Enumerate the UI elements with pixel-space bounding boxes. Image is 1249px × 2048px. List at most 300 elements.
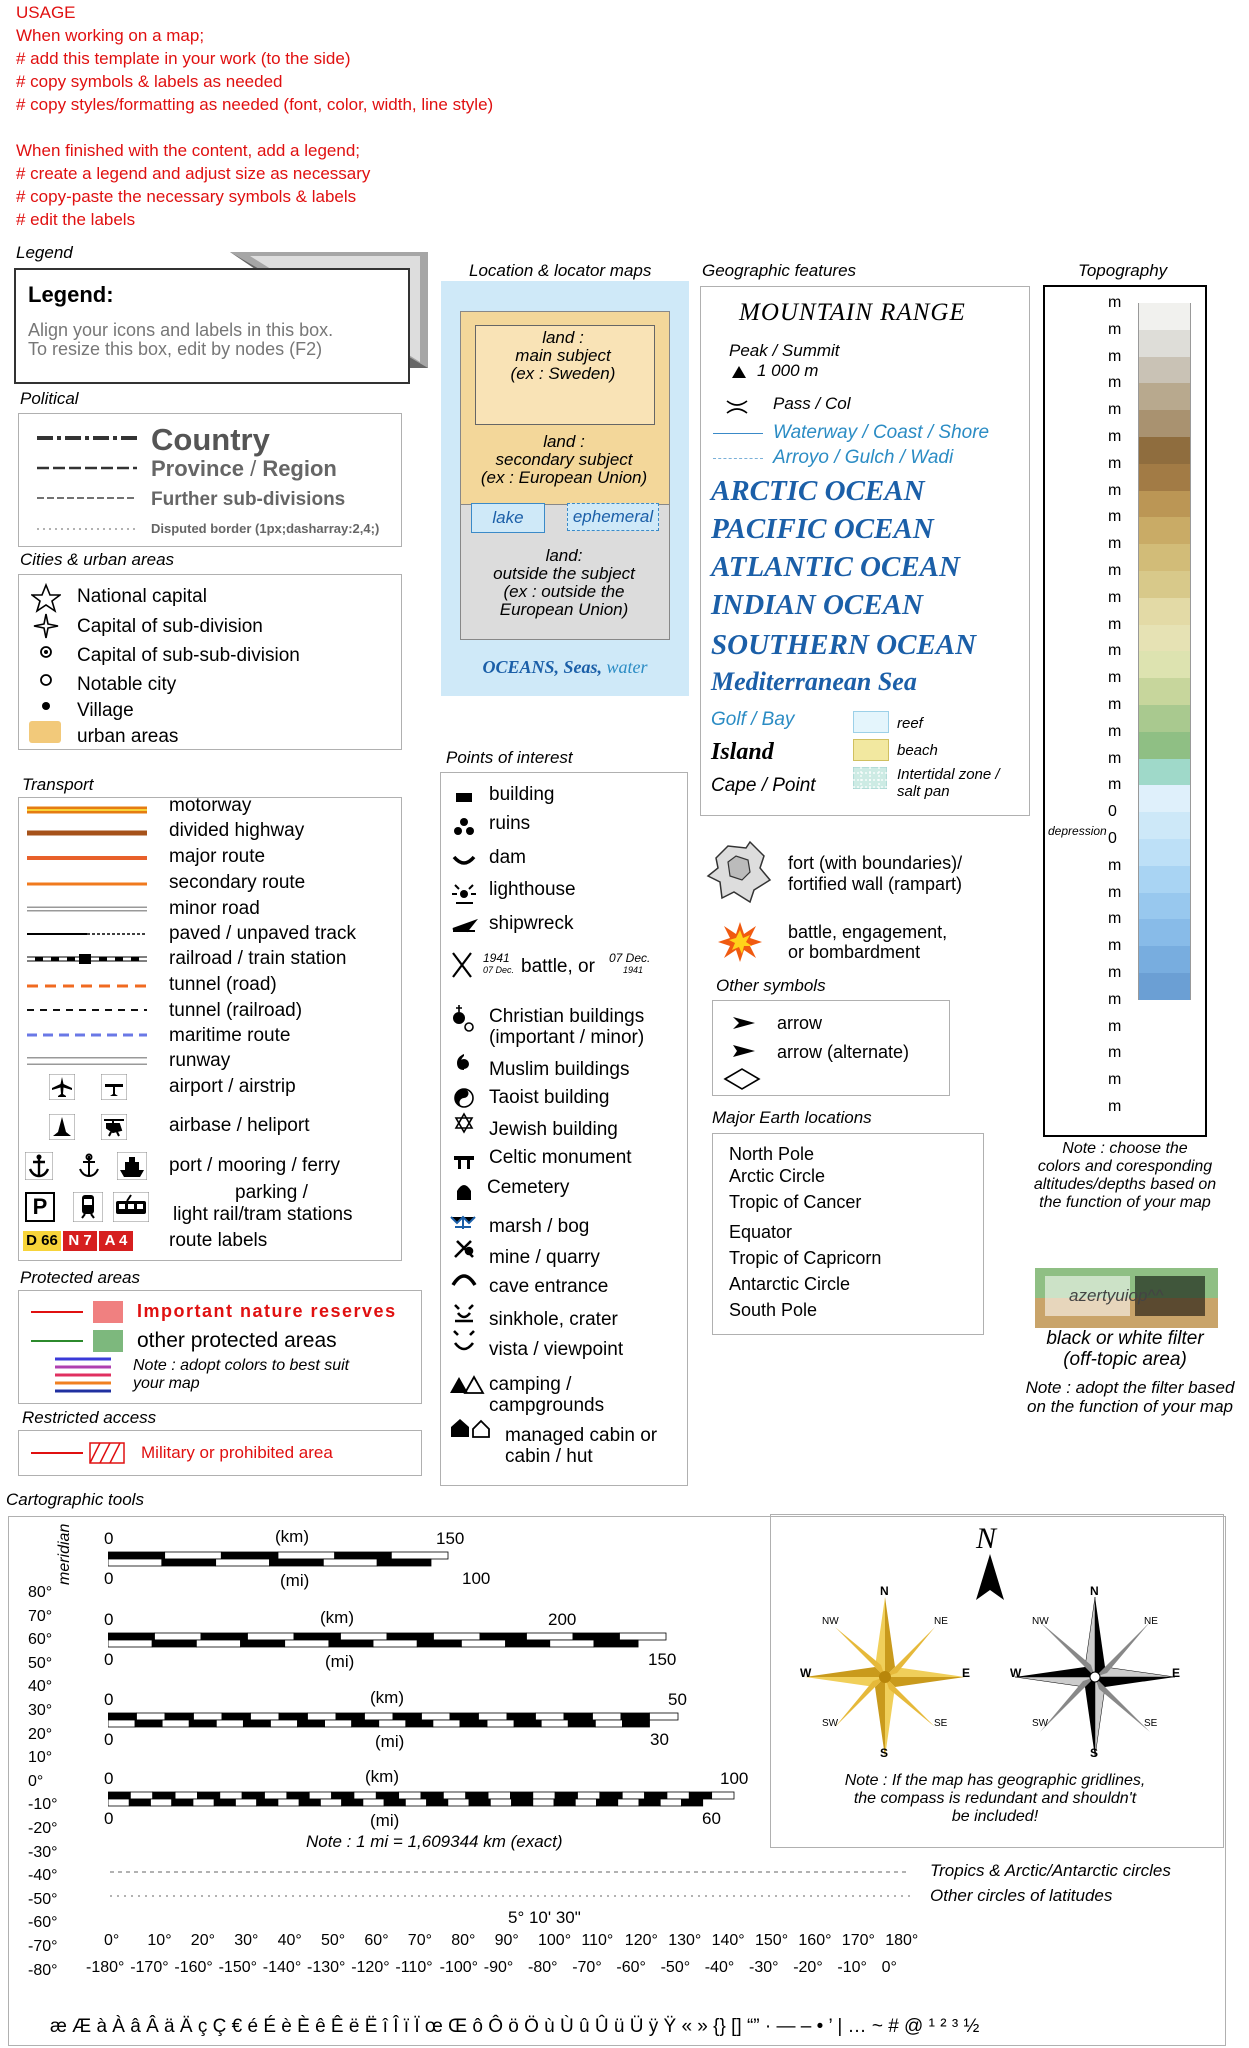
battle-label: battle, engagement, [788,922,948,942]
tropics-label: Tropics & Arctic/Antarctic circles [930,1861,1171,1880]
political-section-title: Political [20,389,79,408]
protected-section-title: Protected areas [20,1268,141,1287]
further-label: Further sub-divisions [151,489,346,510]
transport-label: airbase / heliport [169,1115,310,1136]
transport-label: tunnel (railroad) [169,1000,303,1021]
latitude-label: -70° [28,1938,58,1955]
poi-label: cave entrance [489,1276,609,1297]
longitude-label: -130° [307,1959,346,1976]
poi-label: lighthouse [489,879,576,900]
usage-line: When finished with the content, add a legend; [16,141,361,160]
longitude-label: -30° [749,1959,779,1976]
topo-unit: m [1108,642,1122,660]
longitude-label: 40° [277,1932,302,1949]
arrow-icon [731,1015,757,1031]
topo-note: altitudes/depths based on [1033,1176,1217,1193]
compass-w: W [800,1666,812,1680]
topo-unit: m [1108,454,1122,472]
longitude-label: 160° [798,1932,832,1949]
earth-location: Equator [729,1222,793,1242]
filter-note: Note : adopt the filter based [1025,1378,1235,1397]
scale-label: 0 [104,1809,114,1828]
compass-star-icon [33,613,59,639]
topo-swatch [1138,464,1191,491]
transport-label: secondary route [169,872,306,893]
latitude-label: 20° [28,1725,53,1743]
poi-label: battle, or [521,956,595,977]
poi-label: camping / [489,1374,572,1395]
arrow-label: arrow (alternate) [777,1042,910,1062]
scale-label: 100 [462,1569,491,1588]
protected-line [31,1340,83,1342]
country-label: Country [151,422,270,457]
topo-unit: m [1108,1017,1122,1035]
star-icon [31,583,61,613]
longitude-label: 100° [538,1932,572,1949]
longitude-label: 170° [841,1932,875,1949]
usage-line: USAGE [16,3,76,22]
longitude-label: 60° [364,1932,389,1949]
transport-label: maritime route [169,1025,291,1046]
filter-label: black or white filter [1046,1328,1204,1349]
reserve-line [31,1311,83,1313]
battle-label: or bombardment [788,942,921,962]
fort-icon [706,840,776,904]
topo-swatch [1138,517,1191,544]
battle-year: 1941 [483,951,510,965]
topo-swatch [1138,812,1191,839]
city-label: urban areas [77,726,179,747]
topo-swatch [1138,759,1191,786]
poi-label: shipwreck [489,913,574,934]
restricted-section-title: Restricted access [22,1408,157,1427]
scale-bar [108,1712,682,1728]
topo-unit: m [1108,401,1122,419]
protected-note: Note : adopt colors to best suit [133,1357,350,1374]
other-symbols-box [712,1000,950,1096]
character-set: æ Æ à À â Â ä Ä ç Ç € é É è È ê Ê ë Ë î Î ï Ï œ Œ ô Ô ö Ö ù Ù û Û ü Ü ÿ Ÿ « » {} [] “” · — – • ’ | … ~ # @ ¹ ² ³ ½ [50,2016,980,2037]
earth-location: Arctic Circle [729,1166,826,1186]
topo-unit: m [1108,696,1122,713]
cities-section-title: Cities & urban areas [20,550,175,569]
ocean-label: INDIAN OCEAN [711,589,923,621]
scale-bar [108,1632,670,1648]
gold-compass-rose-icon [790,1582,980,1772]
legend-instruction: Align your icons and labels in this box. [28,320,334,340]
topo-swatch [1138,437,1191,464]
poi-label: ruins [489,813,531,834]
poi-label: managed cabin or [505,1425,658,1446]
reserve-label: Important nature reserves [137,1301,397,1321]
latitude-label: -60° [28,1914,58,1932]
waterway-label: Waterway / Coast / Shore [773,422,990,443]
compass-se: SE [1144,1718,1158,1729]
longitude-label: -100° [439,1959,479,1976]
location-map [441,281,689,696]
city-label: Village [77,700,134,721]
outside-label: European Union) [499,600,629,619]
topo-note: Note : choose the [1062,1140,1188,1157]
route-label-d: D 66 [23,1231,61,1251]
longitude-label: 30° [234,1932,259,1949]
latitude-label: -50° [28,1890,58,1908]
earth-box [712,1133,984,1335]
transport-label: divided highway [169,820,305,841]
arrow-alt-icon [731,1043,757,1059]
scale-label: (mi) [370,1811,400,1830]
latitude-label: 40° [28,1678,53,1696]
secondary-label: land : [543,432,585,451]
topo-swatch [1138,732,1191,759]
topo-note: the function of your map [1039,1194,1211,1211]
topo-unit: m [1108,588,1122,606]
longitude-label: 80° [451,1932,476,1949]
topo-unit: m [1108,615,1122,633]
usage-line: # edit the labels [16,210,136,229]
protected-note: your map [133,1375,200,1392]
latitude-label: 50° [28,1654,53,1672]
hatch-swatch [89,1442,125,1464]
ferry-icon [117,1152,147,1180]
longitude-label: -20° [793,1959,823,1976]
usage-line: # copy symbols & labels as needed [16,72,283,91]
anchor-mooring-icon [75,1152,103,1180]
topo-unit: m [1108,910,1122,928]
longitude-label: 180° [885,1932,919,1949]
city-label: National capital [77,586,207,607]
explosion-icon [718,920,762,964]
poi-section-title: Points of interest [446,748,573,767]
geo-section-title: Geographic features [702,261,857,280]
topo-unit: m [1108,347,1122,365]
topo-swatch [1138,973,1191,1000]
longitude-label: -90° [483,1959,514,1976]
city-label: Capital of sub-sub-division [77,645,300,666]
intertidal-swatch [853,767,887,789]
scale-label: 0 [104,1730,114,1749]
longitude-label: 150° [755,1932,789,1949]
scale-label: 30 [650,1730,669,1749]
political-box [18,413,402,547]
anchor-port-icon [25,1152,53,1180]
beach-label: beach [897,742,938,759]
latitude-label: 30° [28,1702,53,1719]
urban-area-swatch [29,721,61,743]
topo-unit: m [1108,776,1122,794]
altitude-label: 1 000 m [757,361,819,380]
main-label: (ex : Sweden) [510,364,616,383]
latitude-label: 60° [28,1631,53,1649]
pass-icon [725,397,749,417]
meridian-label: meridian [56,1523,73,1585]
geo-box [700,286,1030,816]
transport-label: airport / airstrip [169,1076,296,1097]
scale-label: 0 [104,1690,114,1709]
transport-label: port / mooring / ferry [169,1155,341,1176]
longitude-label: -140° [262,1959,302,1976]
topo-unit: 0 [1108,803,1117,821]
transport-label: route labels [169,1230,268,1251]
transport-label: runway [169,1050,231,1071]
longitude-label: -180° [86,1959,125,1976]
arrow-label: arrow [777,1013,823,1033]
longitude-label: 140° [711,1932,745,1949]
ocean-label: ATLANTIC OCEAN [711,551,960,583]
filter-sample-text: azertyuiop^^ [1069,1286,1164,1305]
disputed-label: Disputed border (1px;dasharray:2,4;) [151,521,380,536]
longitude-label: 20° [190,1932,215,1949]
poi-box [440,772,688,1486]
longitude-label: -70° [572,1959,602,1976]
dot-icon [37,697,55,715]
fort-label: fort (with boundaries)/ [788,853,963,873]
topo-unit: m [1108,749,1122,767]
legend-title: Legend: [28,282,114,307]
longitude-label: -80° [528,1959,558,1976]
transport-label: parking / [235,1182,308,1203]
compass-note: Note : If the map has geographic gridlines, [844,1772,1146,1789]
region-label: Region [262,456,337,481]
compass-ne: NE [934,1616,948,1627]
compass-n: N [1090,1584,1099,1598]
mountain-label: MOUNTAIN RANGE [739,299,966,326]
compass-n: N [880,1584,889,1598]
poi-label: (important / minor) [489,1027,645,1048]
earth-location: Tropic of Capricorn [729,1248,882,1268]
topo-unit: m [1108,883,1122,901]
cape-label: Cape / Point [711,775,816,796]
longitude-label: -110° [395,1959,433,1976]
compass-s: S [1090,1746,1099,1760]
reserve-swatch [93,1301,123,1323]
topo-unit: m [1108,990,1122,1008]
compass-e: E [962,1666,971,1680]
diamond-icon [723,1067,761,1091]
scale-label: (km) [370,1688,404,1707]
transport-label: minor road [169,898,260,919]
scale-label: 0 [104,1569,114,1588]
scale-label: 0 [104,1769,114,1788]
longitude-label: -10° [837,1959,867,1976]
scale-label: 0 [104,1650,114,1669]
topo-unit: m [1108,535,1122,553]
topo-swatch [1138,383,1191,410]
tram-icon [113,1192,149,1222]
airbase-icon [49,1114,75,1140]
lake: lake [471,503,545,533]
province-label: Province [151,456,244,481]
seas-label: Seas, [563,657,603,677]
poi-label: building [489,784,555,805]
topo-swatch [1138,893,1191,920]
earth-location: South Pole [729,1300,818,1320]
circle-icon [37,671,55,689]
latitude-lines [110,1860,910,1900]
compass-sw: SW [1032,1718,1049,1729]
scale-label: 60 [702,1809,721,1828]
filter-note: on the function of your map [1026,1397,1234,1416]
main-label: main subject [515,346,611,365]
island-label: Island [711,739,774,765]
longitude-label: 10° [147,1932,172,1949]
topo-swatch [1138,705,1191,732]
cities-box [18,574,402,750]
topo-unit: 0 [1108,830,1117,847]
transport-section-title: Transport [22,775,94,794]
longitude-label: -120° [351,1959,390,1976]
compass-sw: SW [822,1718,839,1729]
transport-box [18,797,402,1261]
outside-label: land: [545,546,583,565]
road-lines [27,798,147,1128]
topo-swatch [1138,544,1191,571]
ephemeral-lake: ephemeral [567,503,659,531]
topo-swatch [1138,598,1191,625]
battle-date: 07 Dec. [483,965,515,975]
arroyo-line [713,458,763,459]
legend-section-title: Legend [16,243,73,262]
ocean-label: PACIFIC OCEAN [711,513,934,545]
ocean-label: ARCTIC OCEAN [711,475,925,507]
poi-label: mine / quarry [489,1247,600,1268]
poi-label: Muslim buildings [489,1059,630,1080]
other-circles-label: Other circles of latitudes [930,1886,1113,1905]
compass-nw: NW [822,1616,839,1627]
topo-swatch [1138,946,1191,973]
longitude-label: -50° [660,1959,691,1976]
water-label: water [606,657,648,677]
longitude-label: -40° [704,1959,735,1976]
longitude-label: 50° [321,1932,346,1949]
topo-unit: m [1108,856,1122,874]
topo-swatch [1138,330,1191,357]
peak-triangle-icon [731,365,747,379]
topo-unit: m [1108,481,1122,499]
compass-se: SE [934,1718,948,1729]
topo-swatch [1138,678,1191,705]
topo-swatch [1138,410,1191,437]
transport-label: tunnel (road) [169,974,277,995]
scale-label: 100 [720,1769,749,1788]
poi-label: Cemetery [487,1177,570,1198]
reef-swatch [853,711,889,733]
scale-label: 50 [668,1690,687,1709]
heliport-icon [101,1114,127,1140]
latitude-label: -20° [28,1820,58,1837]
compass-note: the compass is redundant and shouldn't [853,1790,1137,1807]
legend-box[interactable] [14,268,410,384]
usage-line: # create a legend and adjust size as necessary [16,164,371,183]
earth-section-title: Major Earth locations [712,1108,872,1127]
longitude-label: 130° [668,1932,702,1949]
topo-swatch [1138,491,1191,518]
scale-label: (mi) [280,1571,310,1590]
compass-e: E [1172,1666,1181,1680]
longitude-label: 90° [494,1932,519,1949]
north-letter: N [976,1522,997,1555]
poi-label: Celtic monument [489,1147,632,1168]
transport-label: railroad / train station [169,948,347,969]
tools-section-title: Cartographic tools [6,1490,144,1509]
other-symbols-section-title: Other symbols [716,976,826,995]
slash: / [250,456,257,481]
topo-swatch [1138,625,1191,652]
topo-unit: m [1108,320,1122,338]
topo-swatch [1138,866,1191,893]
earth-location: Antarctic Circle [729,1274,851,1294]
longitude-label: -160° [174,1959,213,1976]
scale-note: Note : 1 mi = 1,609344 km (exact) [306,1832,563,1851]
filter-label: (off-topic area) [1063,1349,1187,1370]
topo-unit: m [1108,964,1122,981]
scale-label: 0 [104,1610,114,1629]
dotted-circle-icon [37,643,55,661]
scale-label: (mi) [375,1732,405,1751]
topo-unit: m [1108,1071,1122,1089]
poi-label: Taoist building [489,1087,610,1108]
topo-unit: m [1108,669,1122,687]
arroyo-label: Arroyo / Gulch / Wadi [773,447,954,468]
protected-swatch [93,1330,123,1352]
route-label-n: N 7 [63,1231,97,1251]
topo-unit: m [1108,428,1122,445]
topo-unit: m [1108,508,1122,526]
scale-label: (mi) [325,1652,355,1671]
waterway-line [713,433,763,434]
topo-unit: m [1108,562,1122,579]
topo-unit: m [1108,374,1122,392]
longitude-label: -60° [616,1959,646,1976]
poi-label: cabin / hut [505,1446,593,1467]
sea-label: Mediterranean Sea [711,667,917,696]
topo-swatch [1138,303,1191,330]
scale-label: (km) [320,1608,354,1627]
compass-nw: NW [1032,1616,1049,1627]
topo-swatch [1138,839,1191,866]
compass-note: be included! [951,1808,1039,1825]
angle-label: 5° 10' 30" [508,1908,581,1927]
topo-unit: m [1108,1098,1122,1115]
poi-label: dam [489,847,526,868]
longitude-label: 110° [581,1932,614,1949]
location-section-title: Location & locator maps [469,261,652,280]
topo-swatch [1138,651,1191,678]
poi-label: Jewish building [489,1119,618,1140]
topo-unit: m [1108,937,1122,955]
battle-year: 1941 [623,965,644,975]
transport-label: light rail/tram stations [173,1204,353,1225]
airport-icon [49,1074,75,1100]
scale-label: 0 [104,1529,114,1548]
latitude-label: -80° [28,1961,58,1979]
ocean-label: SOUTHERN OCEAN [711,629,977,661]
city-label: Capital of sub-division [77,616,263,637]
usage-line: # add this template in your work (to the side) [16,49,351,68]
topo-swatch [1138,571,1191,598]
latitude-label: 80° [28,1584,53,1601]
golf-label: Golf / Bay [711,709,795,730]
longitude-label: -170° [130,1959,169,1976]
topo-unit: m [1108,722,1122,740]
scale-label: (km) [275,1527,309,1546]
city-label: Notable city [77,674,177,695]
scale-label: 150 [648,1650,677,1669]
poi-label: sinkhole, crater [489,1309,618,1330]
pass-label: Pass / Col [773,394,851,413]
topo-swatch [1138,785,1191,812]
latitude-label: 0° [28,1772,44,1790]
protected-box [18,1290,422,1404]
